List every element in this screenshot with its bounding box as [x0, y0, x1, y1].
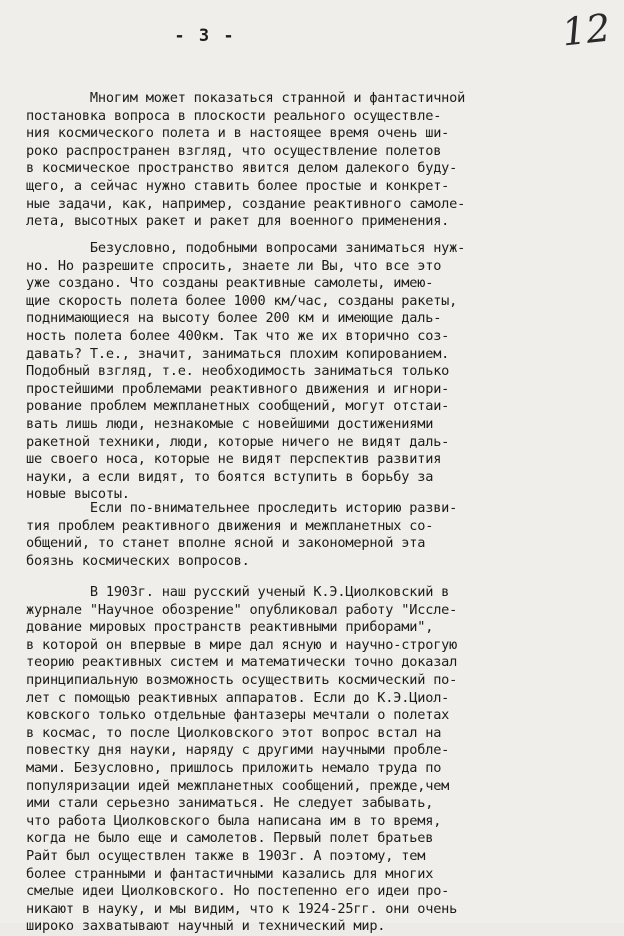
- paragraph-3: [26, 500, 612, 570]
- paragraph-2: [26, 240, 612, 504]
- text-line: уже создано. Что созданы реактивные самолеты, имею-: [26, 275, 434, 292]
- text-line: ные задачи, как, например, создание реактивного самоле-: [26, 195, 466, 212]
- text-line: в космас, то после Циолковского этот вопрос встал на: [26, 724, 442, 741]
- text-line: поднимающиеся на высоту более 200 км и имеющие даль-: [26, 310, 442, 327]
- text-line: Многим может показаться странной и фантастичной: [26, 90, 466, 106]
- text-line: журнале "Научное обозрение" опубликовал работу "Иссле-: [26, 601, 458, 618]
- text-line: давать? Т.е., значит, заниматься плохим копированием.: [26, 345, 450, 362]
- text-line: ракетной техники, люди, которые ничего не видят даль-: [26, 433, 450, 450]
- handwritten-page-number: 12: [559, 5, 613, 55]
- text-line: щие скорость полета более 1000 км/час, созданы ракеты,: [26, 292, 458, 309]
- text-line: но. Но разрешите спросить, знаете ли Вы, что все это: [26, 257, 442, 274]
- text-line: общений, то станет вполне ясной и закономерной эта: [26, 535, 426, 552]
- text-line: В 1903г. наш русский ученый К.Э.Циолковский в: [26, 584, 450, 600]
- text-line: дование мировых пространств реактивными приборами",: [26, 619, 434, 636]
- text-line: когда не было еще и самолетов. Первый полет братьев: [26, 830, 434, 847]
- text-line: рование проблем межпланетных сообщений, могут отстаи-: [26, 398, 450, 415]
- text-line: роко распространен взгляд, что осуществление полетов: [26, 142, 442, 159]
- text-line: вать лишь люди, незнакомые с новейшими достижениями: [26, 415, 434, 432]
- text-line: что работа Циолковского была написана им в то время,: [26, 812, 442, 829]
- text-line: мами. Безусловно, пришлось приложить немало труда по: [26, 759, 442, 776]
- paragraph-1: [26, 90, 612, 231]
- text-line: Если по-внимательнее проследить историю разви-: [26, 500, 458, 516]
- text-line: смелые идеи Циолковского. Но постепенно его идеи про-: [26, 883, 450, 900]
- text-line: тия проблем реактивного движения и межпланетных со-: [26, 517, 434, 534]
- text-line: ше своего носа, которые не видят перспектив развития: [26, 451, 442, 468]
- text-line: ность полета более 400км. Так что же их вторично соз-: [26, 327, 450, 344]
- text-line: Безусловно, подобными вопросами заниматься нуж-: [26, 240, 466, 256]
- text-line: популяризации идей межпланетных сообщений, прежде,чем: [26, 777, 450, 794]
- text-line: лета, высотных ракет и ракет для военного применения.: [26, 213, 450, 230]
- text-line: ния космического полета и в настоящее время очень ши-: [26, 125, 450, 142]
- text-line: боязнь космических вопросов.: [26, 552, 250, 569]
- text-line: Подобный взгляд, т.е. необходимость заниматься только: [26, 363, 450, 380]
- text-line: в космическое пространство явится делом далекого буду-: [26, 160, 458, 177]
- text-line: теорию реактивных систем и математически точно доказал: [26, 654, 458, 671]
- text-line: более странными и фантастичными казались для многих: [26, 865, 434, 882]
- text-line: ими стали серьезно заниматься. Не следует забывать,: [26, 795, 434, 812]
- text-line: новые высоты.: [26, 486, 130, 503]
- text-line: постановка вопроса в плоскости реального осуществле-: [26, 107, 442, 124]
- text-line: щего, а сейчас нужно ставить более простые и конкрет-: [26, 177, 450, 194]
- text-line: принципиальную возможность осуществить космический по-: [26, 671, 458, 688]
- text-line: повестку дня науки, наряду с другими научными пробле-: [26, 742, 450, 759]
- text-line: науки, а если видят, то боятся вступить в борьбу за: [26, 468, 434, 485]
- text-line: в которой он впервые в мире дал ясную и научно-строгую: [26, 636, 458, 653]
- page-number: - 3 -: [174, 26, 236, 46]
- text-line: никают в науку, и мы видим, что к 1924-25гг. они очень: [26, 900, 458, 917]
- text-line: простейшими проблемами реактивного движения и игнори-: [26, 380, 450, 397]
- paragraph-4: [26, 584, 612, 936]
- text-line: ковского только отдельные фантазеры мечтали о полетах: [26, 707, 450, 724]
- text-line: Райт был осуществлен также в 1903г. А поэтому, тем: [26, 847, 426, 864]
- text-line: лет с помощью реактивных аппаратов. Если до К.Э.Циол-: [26, 689, 450, 706]
- text-line: широко захватывают научный и технический мир.: [26, 918, 386, 935]
